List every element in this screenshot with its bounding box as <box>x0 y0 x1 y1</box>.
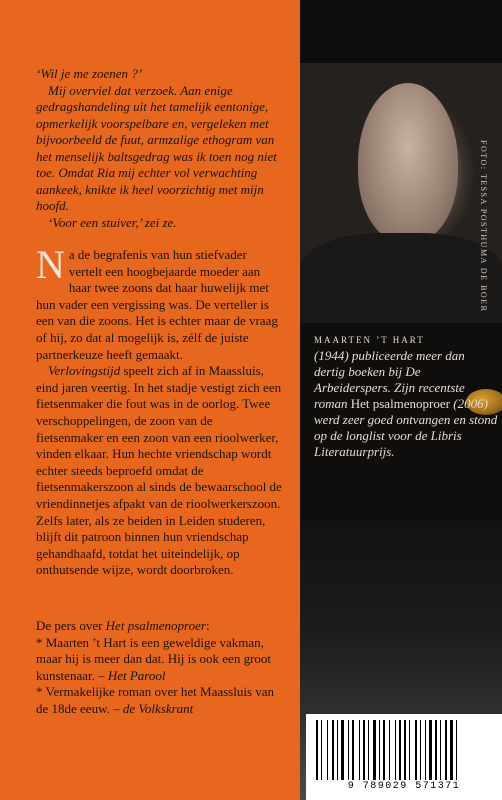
barcode-bar <box>348 720 349 780</box>
barcode-bar <box>429 720 432 780</box>
barcode-bar <box>422 720 424 780</box>
press-intro-colon: : <box>205 618 210 633</box>
barcode-bar <box>399 720 401 780</box>
barcode-bar <box>373 720 376 780</box>
press-intro <box>36 618 282 635</box>
barcode-bars <box>316 720 492 780</box>
barcode-bar <box>355 720 358 780</box>
quote-line-2: Mij overviel dat verzoek. Aan enige gedragshandeling uit het tamelijk eentonige, opmerkelijk voorspelbare en, vergeleken met bijvoorbeeld de fuut, armzalige ethogram van het menselijk baltsgedrag was ik toen nog niet toe. Omdat Ria mij echter vol verwachting aankeek, knikte ik heel voorzichtig met mijn hoofd. <box>36 82 277 213</box>
press-quote-1-text: * Maarten ’t Hart is een geweldige vakman, maar hij is meer dan dat. Hij is ook een groot kunstenaar. – <box>36 634 272 683</box>
barcode-bar <box>458 720 460 780</box>
author-face <box>358 83 458 243</box>
barcode-bar <box>359 720 360 780</box>
isbn-number: 9 789029 571371 <box>347 781 461 792</box>
barcode-bar <box>391 720 394 780</box>
barcode-bar <box>377 720 378 780</box>
blurb-paragraph-1 <box>36 242 282 363</box>
press-quote-1-source: Het Parool <box>107 667 166 683</box>
press-quote-2-source: de Volkskrant <box>122 700 194 716</box>
barcode-bar <box>448 720 449 780</box>
barcode-bar <box>321 720 322 780</box>
barcode-bar <box>440 720 441 780</box>
barcode-bar <box>381 720 382 780</box>
barcode-bar <box>341 720 344 780</box>
barcode-bar <box>418 720 419 780</box>
barcode-bar <box>370 720 372 780</box>
barcode-bar <box>327 720 328 780</box>
author-coat <box>300 233 502 323</box>
blurb-p1-text: a de begrafenis van hun stiefvader vertelt een hoogbejaarde moeder aan haar twee zoons dat haar huwelijk met hun vader een vergissing was. De verteller is een van die zoons. Het is echter maar de vraag of hij, zo dat al mogelijk is, zélf de juiste partnerkeuze heeft gemaakt. <box>36 247 278 362</box>
barcode-bar <box>425 720 426 780</box>
barcode-bar <box>383 720 385 780</box>
barcode-bar <box>319 720 320 780</box>
barcode-bar <box>445 720 447 780</box>
barcode-bar <box>352 720 354 780</box>
barcode-bar <box>456 720 457 780</box>
press-quote-2-text: * Vermakelijke roman over het Maassluis van de 18de eeuw. – <box>36 684 275 716</box>
author-panel <box>300 0 502 800</box>
barcode <box>306 714 502 800</box>
barcode-bar <box>366 720 367 780</box>
barcode-bar <box>386 720 388 780</box>
barcode-bar <box>415 720 417 780</box>
bio-book-title: Het psalmenoproer <box>350 396 450 411</box>
barcode-bar <box>337 720 338 780</box>
barcode-bar <box>345 720 347 780</box>
author-name: MAARTEN ’T HART <box>314 335 425 345</box>
bio-text-2: (2006) werd zeer goed ontvangen en stond op de longlist voor de Libris Literatuurprijs. <box>314 396 498 459</box>
book-title-ref: Verlovingstijd <box>48 363 121 379</box>
barcode-bar <box>339 720 340 780</box>
barcode-bar <box>368 720 369 780</box>
opening-quote <box>36 66 282 231</box>
barcode-bar <box>316 720 318 780</box>
author-years: (1944) <box>314 348 349 363</box>
barcode-bar <box>350 720 351 780</box>
press-quotes <box>36 618 282 718</box>
blurb-paragraph-2 <box>36 363 282 579</box>
barcode-bar <box>402 720 403 780</box>
barcode-bar <box>361 720 362 780</box>
barcode-bar <box>335 720 336 780</box>
barcode-bar <box>404 720 406 780</box>
drop-cap: N <box>36 242 65 287</box>
barcode-bar <box>379 720 380 780</box>
author-bio-text <box>314 348 498 460</box>
quote-line-3: ‘Voor een stuiver,’ zei ze. <box>48 214 177 230</box>
barcode-bar <box>395 720 396 780</box>
photo-credit: FOTO: TESSA POSTHUMA DE BOER <box>479 140 488 313</box>
barcode-bar <box>389 720 390 780</box>
barcode-bar <box>397 720 398 780</box>
barcode-bar <box>409 720 410 780</box>
bio-text-1: publiceerde meer dan dertig boeken bij De Arbeiderspers. Zijn recentste roman <box>314 348 465 411</box>
press-intro-text: De pers over <box>36 618 106 633</box>
author-photo <box>300 63 502 323</box>
press-quote-2 <box>36 684 282 717</box>
barcode-bar <box>454 720 455 780</box>
quote-line-1: ‘Wil je me zoenen ?’ <box>36 66 143 81</box>
barcode-bar <box>407 720 408 780</box>
barcode-bar <box>332 720 334 780</box>
barcode-bar <box>450 720 453 780</box>
press-quote-1 <box>36 635 282 685</box>
barcode-bar <box>363 720 365 780</box>
blurb-p2-text: speelt zich af in Maassluis, eind jaren veertig. In het stadje vestigt zich een fietsenmaker die fout was in de oorlog. Twee verschoppelingen, de zoon van de fietsenmaker en een zoon van een rioolwerker, vinden elkaar. Hun hechte vriendschap wordt echter steeds beproefd omdat de fietsenmakerszoon al sinds de bewaarschool de vriendinnetjes afpakt van de rioolwerkerszoon. Zelfs later, als ze beiden in Leiden studeren, blijft dit patroon binnen hun vriendschap gehandhaafd, totdat het uiteindelijk, op onthutsende wijze, wordt doorbroken. <box>36 363 282 578</box>
barcode-bar <box>435 720 437 780</box>
barcode-bar <box>442 720 444 780</box>
barcode-bar <box>438 720 439 780</box>
author-bio <box>314 332 498 460</box>
barcode-bar <box>420 720 421 780</box>
barcode-bar <box>329 720 331 780</box>
press-intro-title: Het psalmenoproer <box>105 618 206 633</box>
barcode-bar <box>427 720 428 780</box>
blurb <box>36 242 282 579</box>
barcode-bar <box>411 720 414 780</box>
barcode-bar <box>433 720 434 780</box>
barcode-bar <box>323 720 326 780</box>
